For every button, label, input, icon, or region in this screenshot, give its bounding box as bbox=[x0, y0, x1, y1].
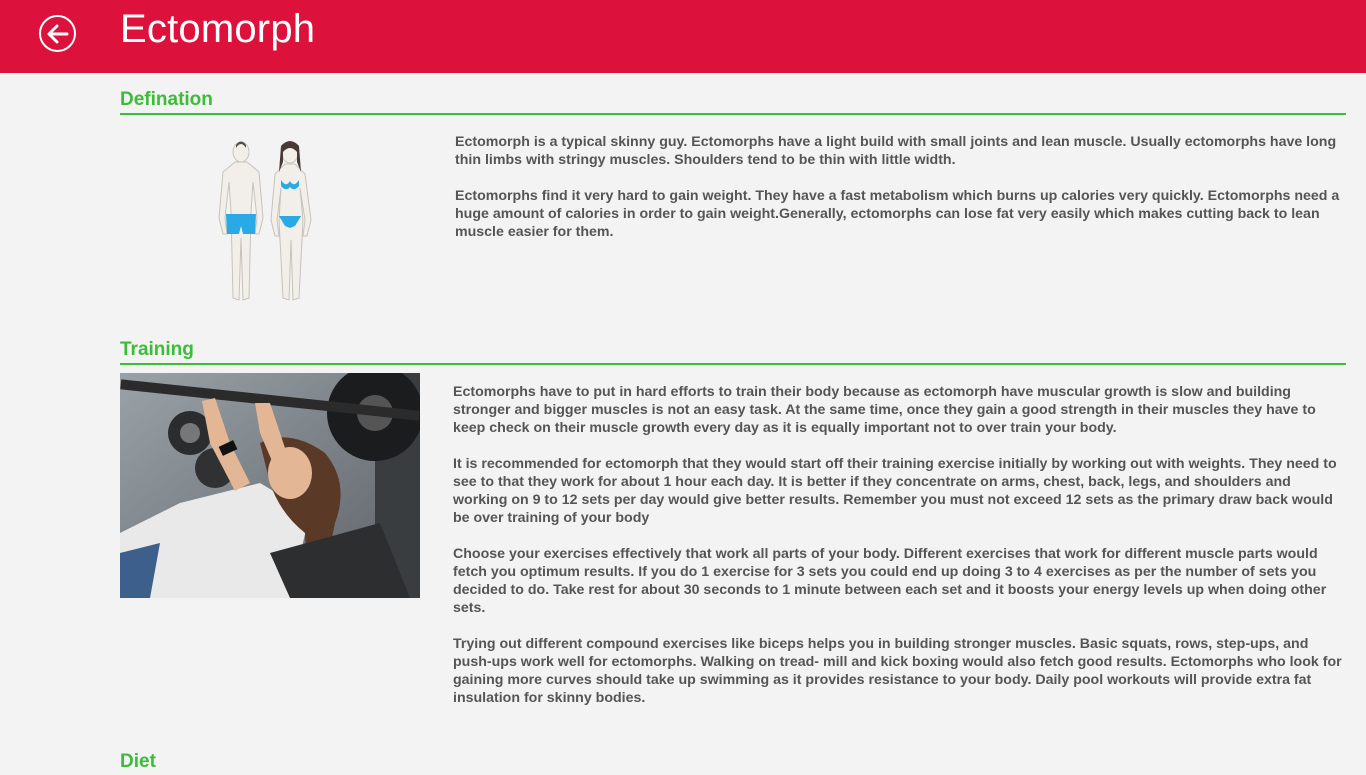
back-button[interactable] bbox=[39, 15, 76, 52]
definition-paragraph: Ectomorph is a typical skinny guy. Ectomorphs have a light build with small joints and lean muscle. Usually ectomorphs have long thin limbs with stringy muscles. Shoulders tend to be thin with little width. bbox=[455, 134, 1337, 168]
page-title: Ectomorph bbox=[120, 7, 316, 51]
section-heading-training: Training bbox=[120, 339, 1346, 365]
training-paragraph: It is recommended for ectomorph that they would start off their training exercise initially by working out with weights. They need to see to that they work for about 1 hour each day. It is better if they concentrate on arms, chest, back, legs, and shoulders and working on 9 to 12 sets per day would give better results. Remember you must not exceed 12 sets as the primary draw back would be over training of your body bbox=[453, 456, 1337, 526]
definition-paragraph: Ectomorphs find it very hard to gain weight. They have a fast metabolism which burns up calories very quickly. Ectomorphs need a huge amount of calories in order to gain weight.Generally, ectomorphs can lose fat very easily which makes cutting back to lean muscle easier for them. bbox=[455, 188, 1340, 240]
training-text bbox=[453, 383, 1347, 725]
training-paragraph: Trying out different compound exercises like biceps helps you in building stronger muscles. Basic squats, rows, step-ups, and push-ups work well for ectomorphs. Walking on tread- mill and kick boxing would also fetch good results. Ectomorphs who look for gaining more curves should take up swimming as it provides resistance to your body. Daily pool workouts will provide extra fat insulation for skinny bodies. bbox=[453, 636, 1342, 706]
training-paragraph: Ectomorphs have to put in hard efforts to train their body because as ectomorph have muscular growth is slow and building stronger and bigger muscles is not an easy task. At the same time, once they gain a good strength in their muscles they have to keep check on their muscle growth every day as it is equally important not to over train your body. bbox=[453, 384, 1316, 436]
section-heading-definition: Defination bbox=[120, 89, 1346, 115]
bench-press-photo bbox=[120, 373, 420, 598]
arrow-left-icon bbox=[47, 24, 69, 44]
body-type-illustration bbox=[205, 138, 325, 306]
section-heading-diet: Diet bbox=[120, 751, 156, 772]
body-figures-icon bbox=[205, 138, 325, 306]
bench-press-photo-icon bbox=[120, 373, 420, 598]
training-paragraph: Choose your exercises effectively that work all parts of your body. Different exercises that work for different muscle parts would fetch you optimum results. If you do 1 exercise for 3 sets you could end up doing 3 to 4 exercises as per the number of sets you decided to do. Take rest for about 30 seconds to 1 minute between each set and it boosts your energy levels up when doing other sets. bbox=[453, 546, 1327, 616]
app-header bbox=[0, 0, 1366, 73]
definition-text bbox=[455, 133, 1347, 259]
